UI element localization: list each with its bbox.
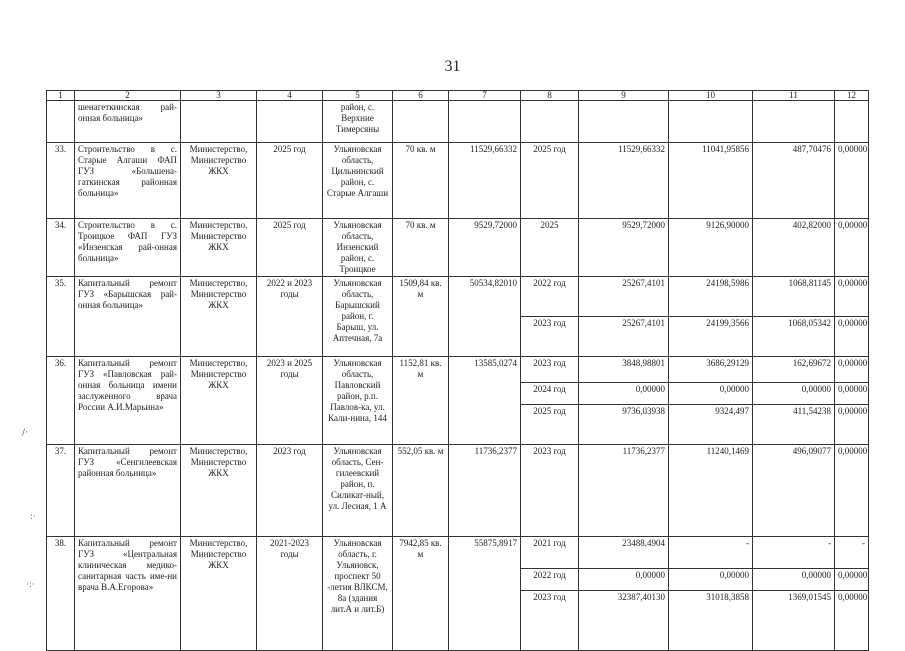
row-number-cell: 35. bbox=[47, 277, 75, 357]
table-row bbox=[47, 219, 869, 277]
capacity-cell: 552,05 кв. м bbox=[393, 445, 449, 537]
capacity-cell: 1152,81 кв. м bbox=[393, 357, 449, 445]
year-cell: 2025 год bbox=[521, 405, 579, 445]
location-cell: Ульяновская область, Сен-гилеевский район, п. Силикат-ный, ул. Лесная, 1 А bbox=[323, 445, 393, 537]
other-cell: 0,00000 bbox=[835, 143, 869, 219]
capacity-cell: 1509,84 кв. м bbox=[393, 277, 449, 357]
column-number-header: 11 bbox=[753, 91, 835, 101]
year-cell: 2025 год bbox=[521, 143, 579, 219]
margin-mark: /· bbox=[22, 428, 28, 438]
continuation-row bbox=[47, 101, 869, 143]
row-number-cell: 33. bbox=[47, 143, 75, 219]
table-row bbox=[47, 277, 869, 317]
cost-cell bbox=[449, 101, 521, 143]
federal-cell: 9324,497 bbox=[669, 405, 753, 445]
table-row bbox=[47, 357, 869, 383]
period-cell: 2025 год bbox=[257, 143, 323, 219]
federal-cell bbox=[669, 101, 753, 143]
column-number-header: 8 bbox=[521, 91, 579, 101]
location-cell: Ульяновская область, Павловский район, р.п. Павлов-ка, ул. Кали-нина, 144 bbox=[323, 357, 393, 445]
column-number-header: 3 bbox=[181, 91, 257, 101]
total-cell: 0,00000 bbox=[579, 383, 669, 405]
year-cell: 2021 год bbox=[521, 537, 579, 569]
federal-cell: 31018,3858 bbox=[669, 591, 753, 651]
location-cell: Ульяновская область, Цильнинский район, с. Старые Алгаши bbox=[323, 143, 393, 219]
object-name-cell: Капитальный ремонт ГУЗ «Сенгилеевская районная больница» bbox=[75, 445, 181, 537]
period-cell: 2021-2023 годы bbox=[257, 537, 323, 651]
customer-cell: Министерство, Министерство ЖКХ bbox=[181, 537, 257, 651]
customer-cell: Министерство, Министерство ЖКХ bbox=[181, 357, 257, 445]
regional-cell: 1369,01545 bbox=[753, 591, 835, 651]
location-cell: район, с. Верхние Тимерсяны bbox=[323, 101, 393, 143]
regional-cell: 402,82000 bbox=[753, 219, 835, 277]
period-cell: 2022 и 2023 годы bbox=[257, 277, 323, 357]
row-number-cell bbox=[47, 101, 75, 143]
column-number-header: 12 bbox=[835, 91, 869, 101]
margin-mark: ·:· bbox=[26, 580, 35, 590]
object-name-cell: Капитальный ремонт ГУЗ «Павловская рай-онная больница имени заслуженного врача России А.И.Марьина» bbox=[75, 357, 181, 445]
federal-cell: 11041,95856 bbox=[669, 143, 753, 219]
cost-cell: 11736,2377 bbox=[449, 445, 521, 537]
customer-cell: Министерство, Министерство ЖКХ bbox=[181, 445, 257, 537]
other-cell: - bbox=[835, 537, 869, 569]
capacity-cell: 70 кв. м bbox=[393, 219, 449, 277]
total-cell: 25267,4101 bbox=[579, 317, 669, 357]
other-cell: 0,00000 bbox=[835, 317, 869, 357]
total-cell: 11736,2377 bbox=[579, 445, 669, 537]
other-cell: 0,00000 bbox=[835, 445, 869, 537]
total-cell: 9736,03938 bbox=[579, 405, 669, 445]
column-number-header: 10 bbox=[669, 91, 753, 101]
federal-cell: 0,00000 bbox=[669, 383, 753, 405]
period-cell: 2023 и 2025 годы bbox=[257, 357, 323, 445]
year-cell: 2023 год bbox=[521, 445, 579, 537]
regional-cell: - bbox=[753, 537, 835, 569]
year-cell: 2023 год bbox=[521, 591, 579, 651]
row-number-cell: 38. bbox=[47, 537, 75, 651]
object-name-cell: Строительство в с. Троицкое ФАП ГУЗ «Инзенская рай-онная больница» bbox=[75, 219, 181, 277]
object-name-cell: Строительство в с. Старые Алгаши ФАП ГУЗ «Большена-гаткинская районная больница» bbox=[75, 143, 181, 219]
object-name-cell: Капитальный ремонт ГУЗ «Центральная клиническая медико-санитарная часть име-ни врача В.А.Егорова» bbox=[75, 537, 181, 651]
federal-cell: 11240,1469 bbox=[669, 445, 753, 537]
total-cell: 9529,72000 bbox=[579, 219, 669, 277]
column-number-header: 1 bbox=[47, 91, 75, 101]
location-cell: Ульяновская область, Инзенский район, с. Троицкое bbox=[323, 219, 393, 277]
year-cell: 2023 год bbox=[521, 317, 579, 357]
year-cell: 2022 год bbox=[521, 277, 579, 317]
period-cell: 2025 год bbox=[257, 219, 323, 277]
table-row bbox=[47, 537, 869, 569]
other-cell: 0,00000 bbox=[835, 357, 869, 383]
row-number-cell: 37. bbox=[47, 445, 75, 537]
program-table bbox=[46, 90, 869, 651]
customer-cell bbox=[181, 101, 257, 143]
federal-cell: 9126,90000 bbox=[669, 219, 753, 277]
table-row bbox=[47, 445, 869, 537]
year-cell bbox=[521, 101, 579, 143]
customer-cell: Министерство, Министерство ЖКХ bbox=[181, 219, 257, 277]
period-cell bbox=[257, 101, 323, 143]
column-number-header: 2 bbox=[75, 91, 181, 101]
federal-cell: 24199,3566 bbox=[669, 317, 753, 357]
regional-cell: 0,00000 bbox=[753, 383, 835, 405]
regional-cell: 1068,05342 bbox=[753, 317, 835, 357]
object-name-cell: Капитальный ремонт ГУЗ «Барышская рай-онная больница» bbox=[75, 277, 181, 357]
object-name-cell: шенагеткинская рай-онная больница» bbox=[75, 101, 181, 143]
cost-cell: 9529,72000 bbox=[449, 219, 521, 277]
row-number-cell: 34. bbox=[47, 219, 75, 277]
row-number-cell: 36. bbox=[47, 357, 75, 445]
total-cell: 23488,4904 bbox=[579, 537, 669, 569]
regional-cell: 162,69672 bbox=[753, 357, 835, 383]
capacity-cell bbox=[393, 101, 449, 143]
regional-cell bbox=[753, 101, 835, 143]
year-cell: 2024 год bbox=[521, 383, 579, 405]
total-cell: 0,00000 bbox=[579, 569, 669, 591]
total-cell: 11529,66332 bbox=[579, 143, 669, 219]
other-cell: 0,00000 bbox=[835, 277, 869, 317]
location-cell: Ульяновская область, Барышский район, г. Барыш, ул. Аптечная, 7а bbox=[323, 277, 393, 357]
other-cell: 0,00000 bbox=[835, 219, 869, 277]
cost-cell: 13585,0274 bbox=[449, 357, 521, 445]
regional-cell: 496,09077 bbox=[753, 445, 835, 537]
other-cell: 0,00000 bbox=[835, 569, 869, 591]
regional-cell: 0,00000 bbox=[753, 569, 835, 591]
regional-cell: 411,54238 bbox=[753, 405, 835, 445]
cost-cell: 55875,8917 bbox=[449, 537, 521, 651]
other-cell: 0,00000 bbox=[835, 405, 869, 445]
regional-cell: 487,70476 bbox=[753, 143, 835, 219]
column-number-header: 4 bbox=[257, 91, 323, 101]
table-row bbox=[47, 143, 869, 219]
page-number: 31 bbox=[444, 58, 461, 75]
year-cell: 2023 год bbox=[521, 357, 579, 383]
margin-mark: :· bbox=[30, 512, 36, 522]
period-cell: 2023 год bbox=[257, 445, 323, 537]
column-number-header: 5 bbox=[323, 91, 393, 101]
total-cell: 25267,4101 bbox=[579, 277, 669, 317]
customer-cell: Министерство, Министерство ЖКХ bbox=[181, 143, 257, 219]
column-number-header-row bbox=[47, 91, 869, 101]
total-cell bbox=[579, 101, 669, 143]
location-cell: Ульяновская область, г. Ульяновск, проспект 50 -летия ВЛКСМ, 8а (здания лит.А и лит.Б) bbox=[323, 537, 393, 651]
federal-cell: 24198,5986 bbox=[669, 277, 753, 317]
total-cell: 32387,40130 bbox=[579, 591, 669, 651]
year-cell: 2025 bbox=[521, 219, 579, 277]
cost-cell: 11529,66332 bbox=[449, 143, 521, 219]
other-cell: 0,00000 bbox=[835, 591, 869, 651]
total-cell: 3848,98801 bbox=[579, 357, 669, 383]
regional-cell: 1068,81145 bbox=[753, 277, 835, 317]
column-number-header: 7 bbox=[449, 91, 521, 101]
column-number-header: 9 bbox=[579, 91, 669, 101]
federal-cell: - bbox=[669, 537, 753, 569]
year-cell: 2022 год bbox=[521, 569, 579, 591]
other-cell bbox=[835, 101, 869, 143]
capacity-cell: 7942,85 кв. м bbox=[393, 537, 449, 651]
federal-cell: 3686,29129 bbox=[669, 357, 753, 383]
other-cell: 0,00000 bbox=[835, 383, 869, 405]
capacity-cell: 70 кв. м bbox=[393, 143, 449, 219]
federal-cell: 0,00000 bbox=[669, 569, 753, 591]
column-number-header: 6 bbox=[393, 91, 449, 101]
customer-cell: Министерство, Министерство ЖКХ bbox=[181, 277, 257, 357]
cost-cell: 50534,82010 bbox=[449, 277, 521, 357]
